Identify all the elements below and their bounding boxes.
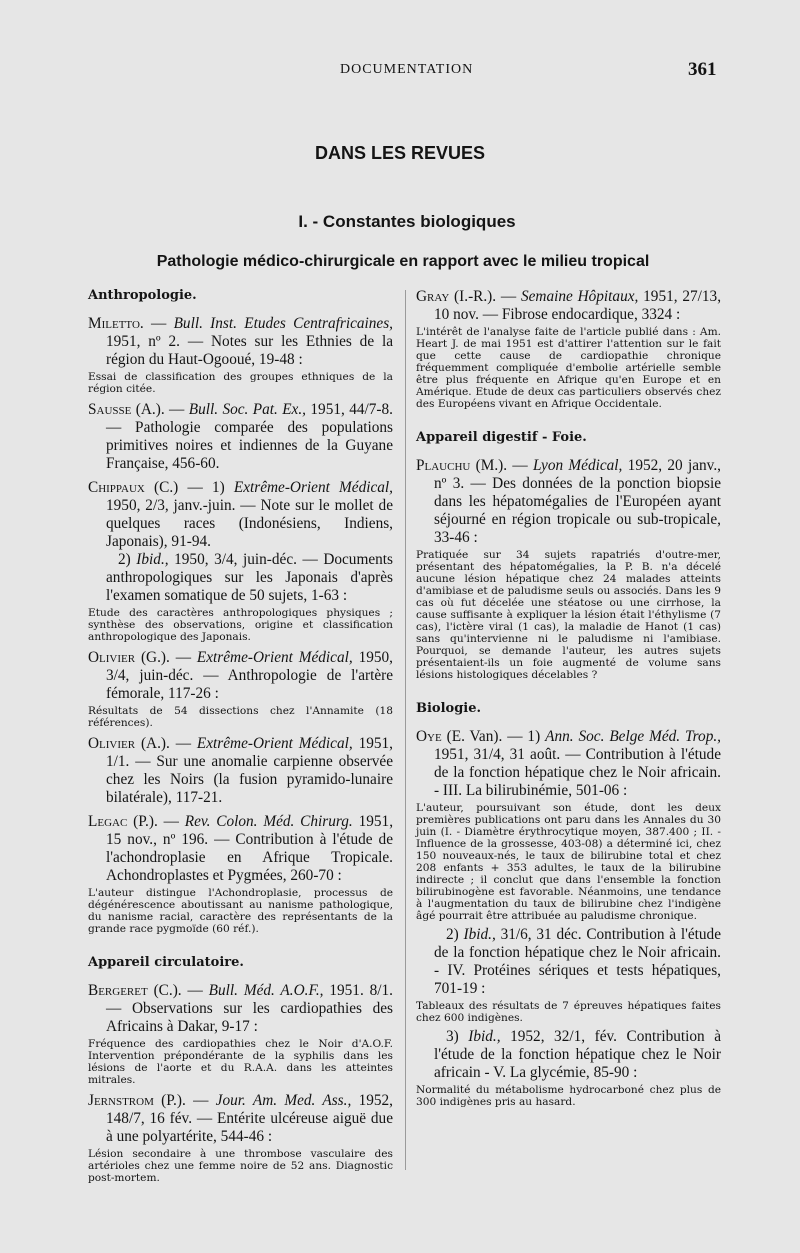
bibliography-entry — [416, 288, 721, 410]
entry-summary: L'auteur distingue l'Achondroplasie, processus de dégénérescence aboutissant au nanisme pathologique, du nanisme racial, caractère des représentants de la grande race pygmoïde (60 réf.). — [88, 887, 393, 935]
entry-summary: Pratiquée sur 34 sujets rapatriés d'outre-mer, présentant des hépatomégalies, la P. B. n'a décelé aucune lésion hépatique chez 24 malades atteints d'amibiase et de paludisme seuls ou associés. Dans les 9 cas où fut décelée une stéatose ou une cirrhose, la cause suffisante à expliquer la lésion était l'éthylisme (7 cas), l'ictère viral (1 cas), la maladie de Hanot (1 cas) sans qu'intervienne ni le paludisme ni l'amibiase. Pourquoi, se demande l'auteur, les autres sujets présentaient-ils un foie augmenté de volume sans lésions histologiques décelables ? — [416, 549, 721, 681]
citation: Jernstrom (P.). — Jour. Am. Med. Ass., 1952, 148/7, 16 fév. — Entérite ulcéreuse aiguë due à une polyartérite, 544-46 : — [88, 1092, 393, 1145]
citation: Plauchu (M.). — Lyon Médical, 1952, 20 janv., nº 3. — Des données de la ponction biopsie dans les hépatomégalies de l'Européen ayant séjourné en région tropicale ou sub-tropicale, 33-46 : — [416, 457, 721, 546]
running-head-title: DOCUMENTATION — [340, 62, 474, 77]
entry-summary: Résultats de 54 dissections chez l'Annamite (18 références). — [88, 705, 393, 729]
journal-title: Bull. Méd. A.O.F., — [208, 982, 324, 999]
bibliography-entry — [88, 813, 393, 935]
category-heading: Appareil digestif - Foie. — [416, 430, 587, 445]
author: Olivier — [88, 649, 136, 666]
citation: 3) Ibid., 1952, 32/1, fév. Contribution à l'étude de la fonction hépatique chez le Noir africain - V. La glycémie, 85-90 : — [434, 1028, 721, 1081]
citation: Oye (E. Van). — 1) Ann. Soc. Belge Méd. Trop., 1951, 31/4, 31 août. — Contribution à l'étude de la fonction hépatique chez le Noir africain. - III. La bilirubinémie, 501-06 : — [416, 728, 721, 799]
bibliography-entry — [416, 728, 721, 1108]
author: Bergeret — [88, 982, 148, 999]
citation: Sausse (A.). — Bull. Soc. Pat. Ex., 1951, 44/7-8. — Pathologie comparée des populations primitives noires et indiennes de la Guyane Française, 456-60. — [88, 401, 393, 472]
author: Olivier — [88, 735, 136, 752]
category-heading: Anthropologie. — [88, 288, 197, 303]
journal-title: Bull. Soc. Pat. Ex., — [188, 401, 306, 418]
citation: Legac (P.). — Rev. Colon. Méd. Chirurg. 1951, 15 nov., nº 196. — Contribution à l'étude de l'achondroplasie en Afrique Tropicale. Achondroplastes et Pygmées, 260-70 : — [88, 813, 394, 884]
journal-title: Bull. Inst. Etudes Centrafricaines, — [173, 315, 393, 332]
bibliography-entry — [88, 649, 393, 729]
author: Oye — [416, 728, 442, 745]
bibliography-entry — [416, 457, 721, 681]
entry-summary: L'intérêt de l'analyse faite de l'article publié dans : Am. Heart J. de mai 1951 est d'attirer l'attention sur le fait que cette cause de cardiopathie chronique fréquemment compliquée d'embolie artérielle semble être plus fréquente en Afrique qu'en Europe et en Amérique. Etude de deux cas particuliers observés chez des Européens vivant en Afrique Occidentale. — [416, 326, 721, 410]
bibliography-entry — [88, 982, 393, 1086]
journal-title: Extrême-Orient Médical, — [196, 649, 353, 666]
author: Chippaux — [88, 479, 145, 496]
citation: 2) Ibid., 31/6, 31 déc. Contribution à l'étude de la fonction hépatique chez le Noir africain. - IV. Protéines sériques et tests hépatiques, 701-19 : — [434, 926, 721, 997]
author: Legac — [88, 813, 128, 830]
entry-summary: Lésion secondaire à une thrombose vasculaire des artérioles chez une femme noire de 52 ans. Diagnostic post-mortem. — [88, 1148, 393, 1184]
entry-summary: Essai de classification des groupes ethniques de la région citée. — [88, 371, 393, 395]
citation: Olivier (A.). — Extrême-Orient Médical, 1951, 1/1. — Sur une anomalie carpienne observée chez les Noirs (la fusion pyramido-lunaire bilatérale), 117-21. — [88, 735, 393, 806]
category-heading: Appareil circulatoire. — [88, 955, 244, 970]
author: Gray — [416, 288, 450, 305]
bibliography-entry — [88, 479, 393, 643]
entry-summary: Fréquence des cardiopathies chez le Noir d'A.O.F. Intervention prépondérante de la syphilis dans les lésions de l'aorte et du R.A.A. dans les atteintes mitrales. — [88, 1038, 393, 1086]
journal-title: Ann. Soc. Belge Méd. Trop., — [545, 728, 721, 745]
entry-summary: Etude des caractères anthropologiques physiques ; synthèse des observations, origine et classification anthropologique des Japonais. — [88, 607, 393, 643]
right-column — [416, 288, 721, 1114]
column-divider — [405, 290, 406, 1170]
bibliography-entry — [88, 401, 393, 473]
citation: 2) Ibid., 1950, 3/4, juin-déc. — Documents anthropologiques sur les Japonais d'après l'examen somatique de 50 sujets, 1-63 : — [106, 551, 393, 604]
author: Jernstrom — [88, 1092, 154, 1109]
subtitle-heading: Pathologie médico-chirurgicale en rapport avec le milieu tropical — [156, 253, 650, 270]
citation: Chippaux (C.) — 1) Extrême-Orient Médical, 1950, 2/3, janv.-juin. — Note sur le mollet de quelques races (Indonésiens, Indiens, Japonais), 91-94. — [88, 479, 393, 550]
journal-title: Extrême-Orient Médical, — [233, 479, 393, 496]
entry-summary: Tableaux des résultats de 7 épreuves hépatiques faites chez 600 indigènes. — [416, 1000, 721, 1024]
journal-title: Extrême-Orient Médical, — [196, 735, 353, 752]
bibliography-entry — [88, 735, 393, 807]
citation: Bergeret (C.). — Bull. Méd. A.O.F., 1951. 8/1. — Observations sur les cardiopathies des Africains à Dakar, 9-17 : — [88, 982, 394, 1035]
journal-title: Lyon Médical, — [532, 457, 623, 474]
journal-title: Semaine Hôpitaux, — [520, 288, 639, 305]
journal-title: Ibid., — [463, 926, 496, 943]
entry-summary: Normalité du métabolisme hydrocarboné chez plus de 300 indigènes pris au hasard. — [416, 1084, 721, 1108]
bibliography-entry — [88, 315, 393, 395]
citation: Miletto. — Bull. Inst. Etudes Centrafricaines, 1951, nº 2. — Notes sur les Ethnies de la région du Haut-Ogooué, 19-48 : — [88, 315, 393, 368]
entry-summary: L'auteur, poursuivant son étude, dont les deux premières publications ont paru dans les Annales du 30 juin (I. - Diamètre érythrocytique moyen, 387.400 ; II. - Influence de la grossesse, 403-08) a déterminé ici, chez 150 nouveaux-nés, le taux de bilirubine total et chez 208 enfants + 353 adultes, le taux de la bilirubine indirecte ; il conclut que dans l'ensemble la fonction bilirubinogène est favorable. Néanmoins, une tendance à l'augmentation du taux de bilirubine chez l'indigène âgé pourrait être attribuée au paludisme chronique. — [416, 802, 721, 922]
author: Plauchu — [416, 457, 471, 474]
running-head — [0, 59, 800, 82]
citation: Gray (I.-R.). — Semaine Hôpitaux, 1951, 27/13, 10 nov. — Fibrose endocardique, 3324 : — [416, 288, 722, 323]
bibliography-entry — [88, 1092, 393, 1184]
journal-title: Rev. Colon. Méd. Chirurg. — [184, 813, 353, 830]
journal-title: Ibid., — [468, 1028, 501, 1045]
left-column — [88, 288, 393, 1190]
journal-title: Jour. Am. Med. Ass., — [215, 1092, 352, 1109]
citation: Olivier (G.). — Extrême-Orient Médical, 1950, 3/4, juin-déc. — Anthropologie de l'artère fémorale, 117-26 : — [88, 649, 393, 702]
section-heading: I. - Constantes biologiques — [298, 212, 516, 231]
page-number: 361 — [688, 59, 717, 80]
main-heading: DANS LES REVUES — [314, 143, 486, 163]
author: Sausse — [88, 401, 132, 418]
category-heading: Biologie. — [416, 701, 482, 716]
author: Miletto. — [88, 315, 144, 332]
journal-title: Ibid., — [136, 551, 169, 568]
